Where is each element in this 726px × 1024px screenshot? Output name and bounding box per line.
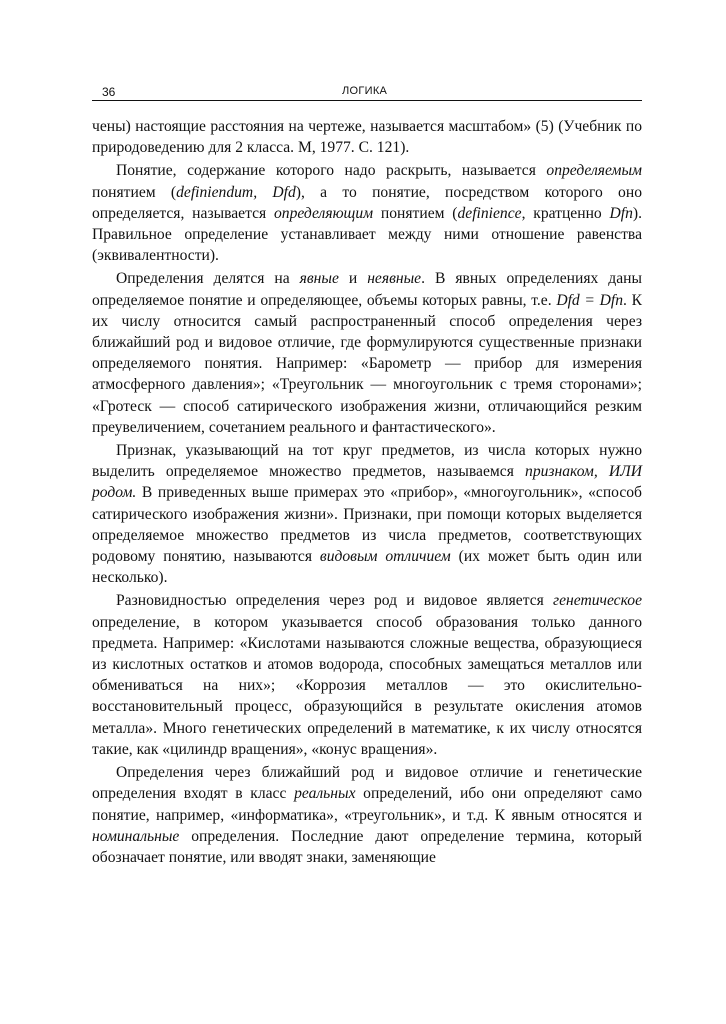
body-text [92, 116, 642, 870]
text-segment: Понятие, содержание которого надо раскрыть, называется [116, 162, 547, 180]
text-segment: ). Правильное определение устанавливает между ними отношение равенства (эквивалентности). [92, 204, 642, 265]
text-segment: определений, ибо они определяют само понятие, например, «информатика», «треугольник», и т.д. К явным относятся и [92, 785, 642, 824]
text-segment: . К их числу относится самый распространенный способ определения через ближайший род и видовое отличие, где формулируются существенные признаки определяемого понятия. Например: «Барометр — прибор для измерения атмосферного давления»; «Треугольник — многоугольник с тремя сторонами»; «Гротеск — способ сатирического изображения жизни, отличающийся резким преувеличением, сочетанием реального и фантастического». [92, 291, 642, 436]
text-segment: ), а то понятие, посредством которого оно определяется, называется [92, 183, 642, 222]
text-segment: понятием ( [92, 183, 177, 201]
italic-term: определяющим [273, 204, 374, 222]
text-segment: понятием ( [373, 204, 458, 222]
italic-term: явные [299, 270, 339, 288]
text-segment: Признак, указывающий на тот круг предметов, из числа которых нужно выделить определяемое множество предметов, называемся [92, 442, 642, 481]
text-segment: чены) настоящие расстояния на чертеже, называется масштабом» (5) (Учебник по природоведению для 2 класса. М, 1977. С. 121). [92, 118, 642, 157]
italic-term: definiendum, Dfd [176, 183, 296, 201]
italic-term: видовым отличием [319, 548, 451, 566]
text-segment: В приведенных выше примерах это «прибор», «многоугольник», «способ сатирического изображения жизни». Признаки, при помощи которых выделяется определяемое множество предметов из числа предметов, соответствующих родовому понятию, называются [92, 484, 642, 566]
text-segment: определение, в котором указывается способ образования только данного предмета. Например: «Кислотами называются сложные вещества, образующиеся из кислотных остатков и атомов водорода, способных замещаться металлов или обмениваться на них»; «Коррозия металлов — это окислительно-восстановительный процесс, образующийся в результате окисления атомов металла». Много генетических определений в математике, к их числу относятся такие, как «цилиндр вращения», «конус вращения». [92, 613, 642, 758]
paragraph [92, 116, 642, 158]
italic-term: Dfn [609, 204, 633, 222]
text-segment: Определения делятся на [116, 270, 300, 288]
paragraph [92, 160, 642, 266]
paragraph [92, 440, 642, 588]
text-segment: . В явных определениях даны определяемое понятие и определяющее, объемы которых равны, т.е. [92, 270, 642, 309]
italic-term: генетическое [552, 592, 642, 610]
text-segment: (их может быть один или несколько). [92, 548, 642, 587]
italic-term: номинальные [92, 827, 180, 845]
running-title: ЛОГИКА [342, 85, 388, 97]
text-segment: и [338, 270, 368, 288]
text-segment: определения. Последние дают определение термина, который обозначает понятие, или вводят знаки, заменяющие [92, 827, 642, 866]
italic-term: definience [457, 204, 522, 222]
paragraph [92, 590, 642, 760]
paragraph [92, 268, 642, 438]
page-number: 36 [102, 85, 116, 99]
text-segment: Разновидностью определения через род и видовое является [116, 592, 553, 610]
italic-term: неявные [367, 270, 422, 288]
page-header [92, 84, 642, 101]
italic-term: реальных [294, 785, 356, 803]
italic-term: определяемым [546, 162, 642, 180]
text-segment: , кратценно [521, 204, 610, 222]
paragraph [92, 762, 642, 868]
italic-term: Dfd = Dfn [556, 291, 623, 309]
italic-term: признаком, ИЛИ родом. [92, 463, 642, 502]
text-segment: Определения через ближайший род и видовое отличие и генетические определения входят в класс [92, 764, 642, 803]
